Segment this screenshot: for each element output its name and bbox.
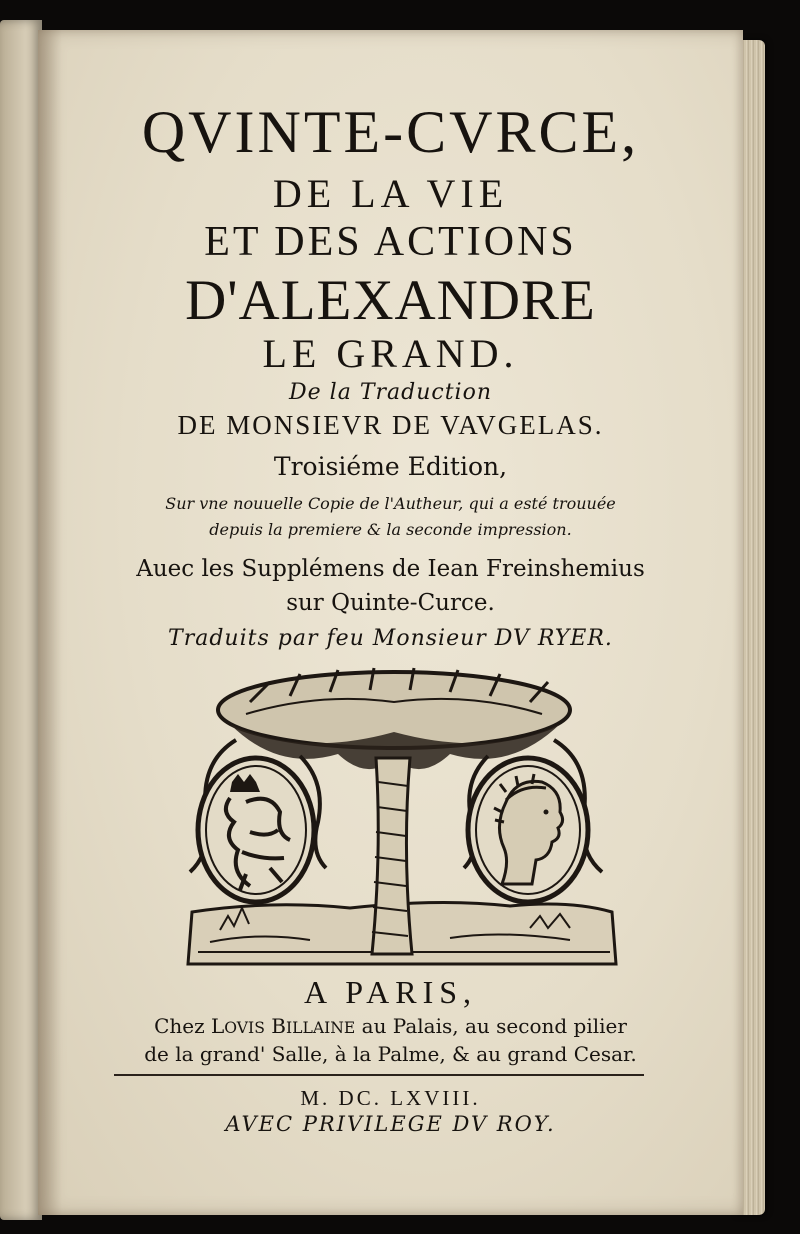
divider-rule bbox=[114, 1074, 644, 1076]
publisher-text-a: Chez L bbox=[154, 1014, 225, 1038]
title-line-3: ET DES ACTIONS bbox=[204, 219, 577, 265]
publisher-line-1 bbox=[38, 1014, 743, 1038]
note-line-1: Sur vne nouuelle Copie de l'Autheur, qui a esté trouuée bbox=[165, 494, 616, 513]
title-line-5: LE GRAND. bbox=[262, 331, 519, 376]
palm-trunk-icon bbox=[372, 758, 412, 954]
translator-name: DE MONSIEVR DE VAVGELAS. bbox=[177, 410, 604, 440]
publisher-line-2: de la grand' Salle, à la Palme, & au grand Cesar. bbox=[144, 1042, 637, 1066]
supplement-line-1: Auec les Supplémens de Iean Freinshemius bbox=[136, 556, 645, 582]
note-line-2: depuis la premiere & la seconde impression. bbox=[209, 520, 572, 539]
title-page bbox=[38, 30, 743, 1215]
lion-medallion-icon bbox=[198, 758, 314, 902]
translation-line: De la Traduction bbox=[289, 380, 492, 405]
title-line-2: DE LA VIE bbox=[272, 171, 509, 216]
translated-by-line: Traduits par feu Monsieur DV RYER. bbox=[168, 626, 613, 651]
publisher-text-e: au Palais, au second pilier bbox=[355, 1014, 627, 1038]
title-line-4: D'ALEXANDRE bbox=[185, 269, 596, 332]
publisher-text-c: B bbox=[264, 1014, 286, 1038]
title-line-1: QVINTE-CVRCE, bbox=[141, 99, 640, 165]
publisher-name-first: OVIS bbox=[224, 1019, 265, 1037]
laureate-head-medallion-icon bbox=[468, 758, 588, 902]
publisher-name-last: ILLAINE bbox=[285, 1019, 356, 1037]
edition-line: Troisiéme Edition, bbox=[273, 452, 508, 481]
supplement-line-2: sur Quinte-Curce. bbox=[286, 590, 495, 616]
palm-canopy-icon bbox=[218, 668, 570, 769]
privilege-line: AVEC PRIVILEGE DV ROY. bbox=[225, 1112, 556, 1136]
publication-year: M. DC. LXVIII. bbox=[300, 1086, 481, 1110]
printer-city: A PARIS, bbox=[303, 974, 478, 1010]
woodcut-illustration bbox=[150, 662, 630, 974]
left-page-edge bbox=[0, 20, 42, 1220]
